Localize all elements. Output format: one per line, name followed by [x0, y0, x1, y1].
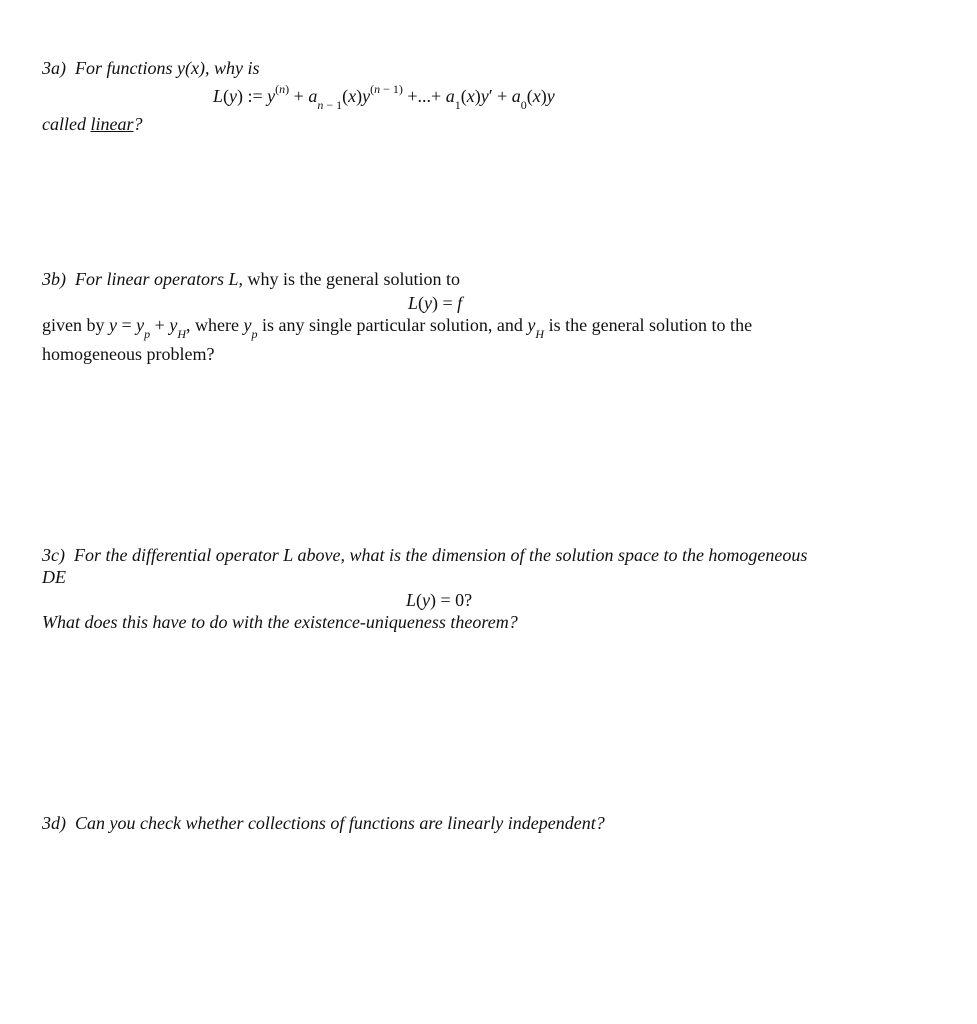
question-3b-text-italic: For linear operators L, — [75, 269, 244, 289]
question-mark: ? — [133, 114, 143, 134]
question-3c-label: 3c) — [42, 545, 65, 565]
question-3a-text: For functions y(x), why is — [75, 58, 260, 78]
question-3c-text: For the differential operator L above, what is the dimension of the solution space to the homogeneous — [73, 545, 808, 565]
question-3d-label: 3d) — [42, 813, 66, 833]
question-3d-text: Can you check whether collections of functions are linearly independent? — [75, 813, 605, 833]
question-3c-followup: What does this have to do with the existence-uniqueness theorem? — [42, 612, 518, 632]
question-3a-formula: L(y) := $y^{(n)} + a_{n - 1}(x)y^{(n - 1)}$ +...+ $a_1(x)y' + a_0(x)y$ — [213, 82, 555, 112]
question-3b-text: why is the general solution to — [247, 269, 460, 289]
question-3b-line3: homogeneous problem? — [42, 344, 215, 364]
question-3c-formula: L(y) = 0? — [406, 590, 473, 610]
question-3b-label: 3b) — [42, 269, 66, 289]
question-3b-line2: given by $y = y_p + y_H$, where $y_p$ is any single particular solution, and $y_H$ is the general solution to the — [42, 315, 753, 341]
question-3a-continuation — [42, 113, 142, 135]
question-3c-prompt — [42, 544, 807, 566]
called-text: called — [42, 114, 86, 134]
question-3c-continuation: DE — [42, 567, 66, 587]
linear-underlined: linear — [90, 114, 134, 134]
question-3a-label: 3a) — [42, 58, 66, 78]
question-3b-prompt — [42, 268, 460, 290]
question-3a-prompt — [42, 57, 259, 79]
question-3b-formula: L(y) = f — [408, 293, 463, 313]
question-3d-prompt — [42, 812, 605, 834]
